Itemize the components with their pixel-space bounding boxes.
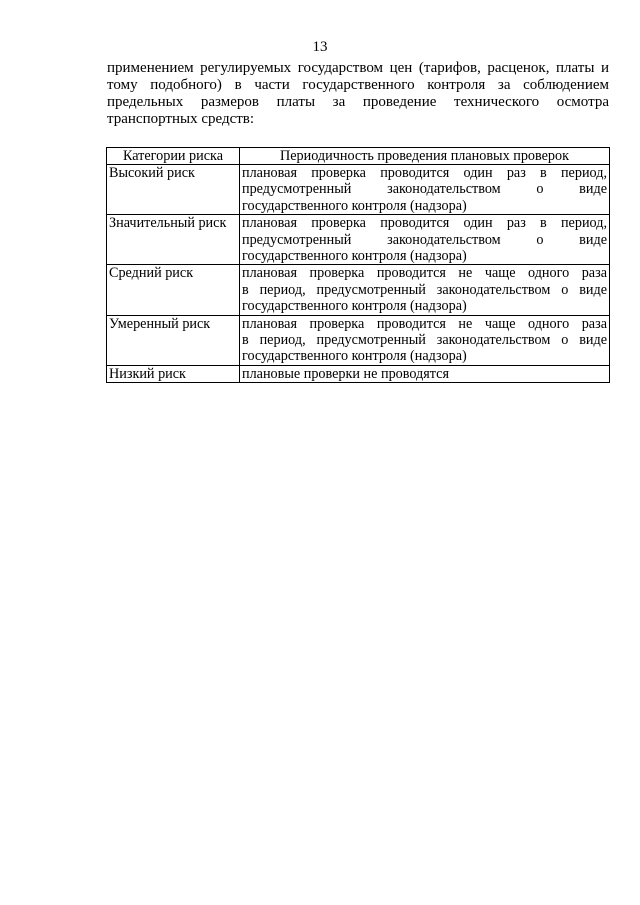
risk-category-cell: Средний риск [107,265,240,315]
risk-category-cell: Умеренный риск [107,315,240,365]
periodicity-cell [240,265,610,315]
periodicity-line: плановая проверка проводится один раз в период, [242,165,607,181]
periodicity-cell [240,165,610,215]
periodicity-line: плановая проверка проводится один раз в период, [242,215,607,232]
table-row [107,215,610,265]
table-row [107,265,610,315]
intro-paragraph: применением регулируемых государством цен (тарифов, расценок, платы и тому подобного) в части государственного контроля за соблюдением предельных размеров платы за проведение технического осмотра транспортных средств: [107,60,609,127]
periodicity-line: предусмотренный законодательством о виде [242,181,607,198]
periodicity-line: плановая проверка проводится не чаще одного раза [242,315,607,332]
periodicity-line: в период, предусмотренный законодательством о виде [242,281,607,298]
risk-category-cell: Низкий риск [107,365,240,382]
risk-category-cell: Значительный риск [107,215,240,265]
periodicity-line: государственного контроля (надзора) [242,197,467,214]
periodicity-cell [240,215,610,265]
periodicity-line: в период, предусмотренный законодательством о виде [242,332,607,349]
table-row [107,315,610,365]
periodicity-line: государственного контроля (надзора) [242,348,467,365]
table-header-row [107,148,610,165]
table-row [107,365,610,382]
periodicity-line: предусмотренный законодательством о виде [242,231,607,248]
periodicity-line: плановая проверка проводится не чаще одного раза [242,265,607,282]
page-number: 13 [312,39,328,55]
periodicity-cell [240,365,610,382]
risk-category-cell: Высокий риск [107,165,240,215]
periodicity-cell [240,315,610,365]
header-risk-category: Категории риска [107,148,240,165]
periodicity-line: государственного контроля (надзора) [242,248,467,265]
periodicity-line: плановые проверки не проводятся [242,365,449,382]
risk-periodicity-table [106,147,610,383]
header-inspection-periodicity: Периодичность проведения плановых проверок [240,148,610,165]
periodicity-line: государственного контроля (надзора) [242,298,467,315]
table-row [107,165,610,215]
